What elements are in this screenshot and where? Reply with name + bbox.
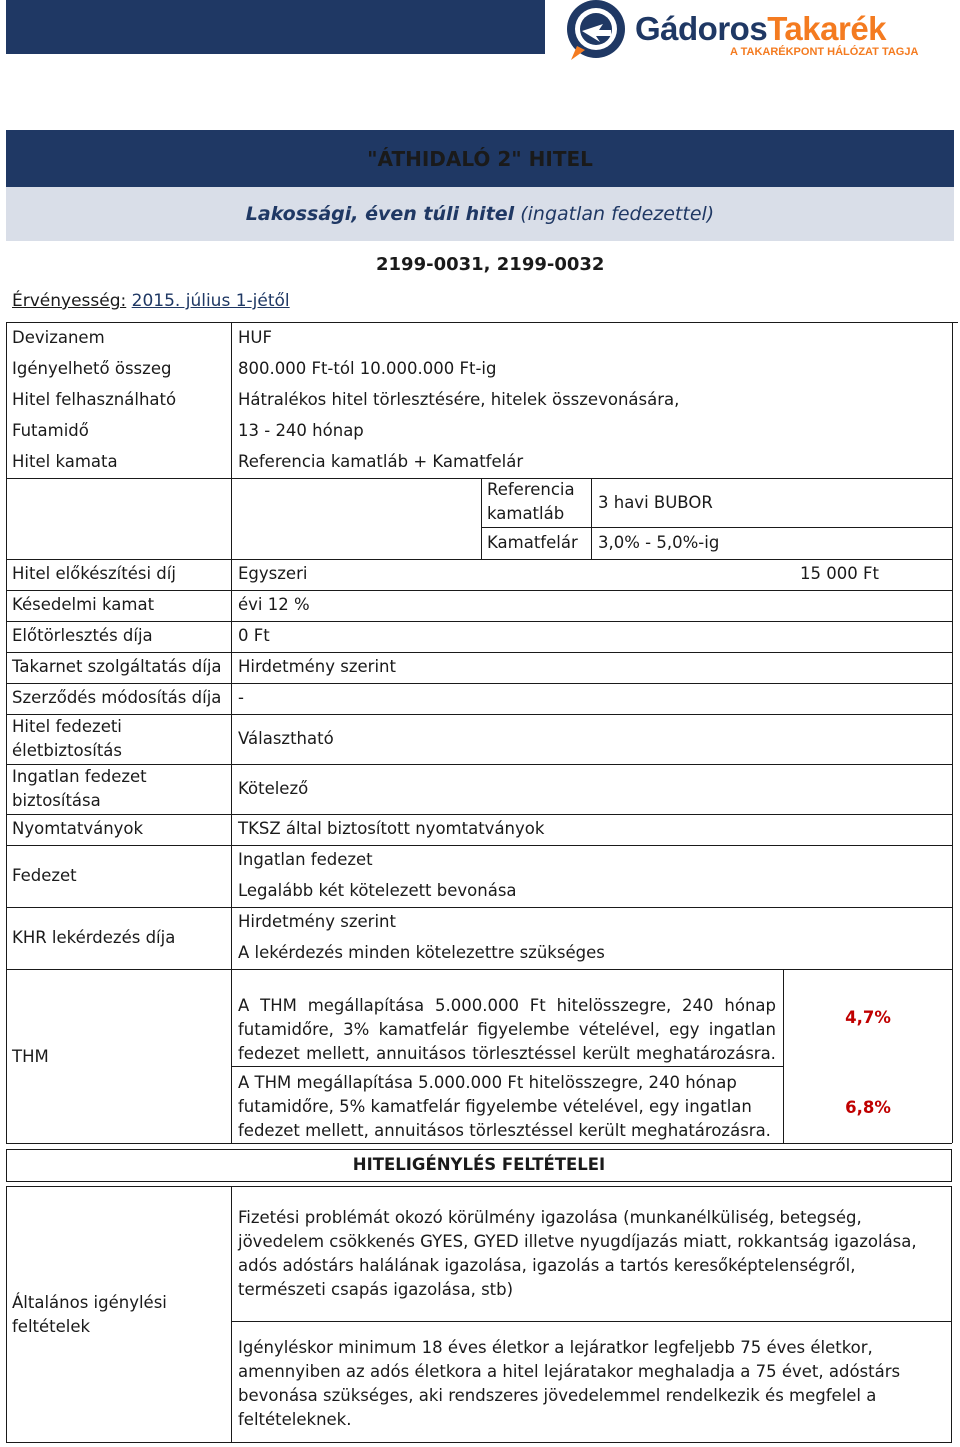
grid-line [952, 322, 953, 969]
elokeszites-value: Egyszeri [238, 564, 308, 583]
conditions-label: Általános igénylési feltételek [12, 1293, 167, 1336]
khr-value-line2: A lekérdezés minden kötelezettre szükséges [238, 943, 605, 962]
devizanem-value: HUF [238, 328, 272, 347]
grid-line [231, 1321, 952, 1322]
thm-text-2-line3: fedezet mellett, annuitásos törlesztéssel került meghatározásra. [238, 1121, 771, 1140]
referencia-value: 3 havi BUBOR [598, 493, 713, 512]
grid-line [591, 478, 592, 559]
grid-line [6, 621, 952, 622]
header-logo [545, 0, 960, 62]
subtitle [6, 200, 954, 228]
grid-line [481, 478, 482, 559]
eletbiztositas-label-line1: Hitel fedezeti [12, 717, 122, 736]
kesedelmi-value: évi 12 % [238, 595, 310, 614]
kamat-label: Hitel kamata [12, 452, 118, 471]
grid-line [481, 527, 952, 528]
khr-value-line1: Hirdetmény szerint [238, 912, 396, 931]
referencia-label-line2: kamatláb [487, 504, 565, 523]
grid-line [6, 969, 952, 970]
devizanem-label: Devizanem [12, 328, 105, 347]
fedezet-value-line1: Ingatlan fedezet [238, 850, 373, 869]
grid-line [231, 1186, 232, 1443]
logo-name-part1: Gádoros [635, 10, 768, 47]
osszeg-label: Igényelhető összeg [12, 359, 172, 378]
ingatlanbiztositas-label-line2: biztosítása [12, 791, 101, 810]
grid-line [6, 814, 952, 815]
subtitle-paren: (ingatlan fedezettel) [520, 203, 715, 225]
referencia-label-line1: Referencia [487, 480, 575, 499]
grid-line [6, 907, 952, 908]
grid-line [231, 1066, 783, 1067]
grid-line [6, 683, 952, 684]
conditions-heading: HITELIGÉNYLÉS FELTÉTELEI [352, 1155, 606, 1174]
khr-label: KHR lekérdezés díja [12, 928, 176, 947]
kamatfelar-label: Kamatfelár [487, 533, 578, 552]
elotorlesztes-value: 0 Ft [238, 626, 270, 645]
eletbiztositas-label-line2: életbiztosítás [12, 741, 122, 760]
ingatlanbiztositas-label-line1: Ingatlan fedezet [12, 767, 147, 786]
felhasznalhato-value: Hátralékos hitel törlesztésére, hitelek összevonására, [238, 390, 680, 409]
nyomtatvanyok-label: Nyomtatványok [12, 819, 144, 838]
futamido-value: 13 - 240 hónap [238, 421, 364, 440]
takarnet-value: Hirdetmény szerint [238, 657, 396, 676]
grid-line [6, 969, 7, 1143]
fedezet-value-line2: Legalább két kötelezett bevonása [238, 881, 517, 900]
eletbiztositas-value: Választható [238, 729, 334, 748]
grid-line [6, 764, 952, 765]
validity-line [12, 289, 290, 313]
logo-name-part2: Takarék [767, 10, 887, 47]
takarnet-label: Takarnet szolgáltatás díja [12, 657, 222, 676]
kamat-value: Referencia kamatláb + Kamatfelár [238, 452, 524, 471]
conditions-para-1: Fizetési problémát okozó körülmény igazolása (munkanélküliség, betegség, jövedelem csökkenés GYES, GYED illetve nyugdíjazás miatt, rokkantság igazolása, adós adóstárs halálának igazolása, igazolás a tartós keresőképtelenségről, természeti csapás igazolása, stb) [238, 1208, 917, 1299]
product-codes: 2199-0031, 2199-0032 [376, 254, 605, 275]
nyomtatvanyok-value: TKSZ által biztosított nyomtatványok [238, 819, 545, 838]
logo-emblem-icon [563, 0, 629, 62]
grid-line [231, 322, 232, 969]
validity-label: Érvényesség: [12, 291, 127, 311]
modositas-value: - [238, 688, 244, 707]
thm-text-2-line1: A THM megállapítása 5.000.000 Ft hitelösszegre, 240 hónap [238, 1073, 737, 1092]
ingatlanbiztositas-value: Kötelező [238, 779, 309, 798]
validity-value: 2015. július 1-jétől [131, 291, 290, 311]
grid-line [952, 969, 953, 1143]
page-title: "ÁTHIDALÓ 2" HITEL [367, 147, 593, 171]
elokeszites-label: Hitel előkészítési díj [12, 564, 176, 583]
thm-text-1: A THM megállapítása 5.000.000 Ft hitelösszegre, 240 hónap futamidőre, 3% kamatfelár figyelembe vételével, egy ingatlan fedezet mellett, annuitásos törlesztéssel került meghatározásra. [238, 996, 776, 1063]
thm-text-2-line2: futamidőre, 5% kamatfelár figyelembe vételével, egy ingatlan [238, 1097, 752, 1116]
grid-line [6, 559, 952, 560]
fedezet-label: Fedezet [12, 866, 77, 885]
grid-line [6, 652, 952, 653]
subtitle-main: Lakossági, éven túli hitel [245, 203, 515, 225]
futamido-label: Futamidő [12, 421, 89, 440]
kamatfelar-value: 3,0% - 5,0%-ig [598, 533, 720, 552]
conditions-para-2: Igényléskor minimum 18 éves életkor a lejáratkor legfeljebb 75 éves életkor, amennyiben az adós életkora a hitel lejáratakor meghaladja a 75 évet, adóstárs bevonása szükséges, aki rendszeres jövedelemmel rendelkezik és megfelel a feltételeknek. [238, 1338, 901, 1429]
logo-tagline: A TAKARÉKPONT HÁLÓZAT TAGJA [730, 46, 919, 58]
elokeszites-amount: 15 000 Ft [800, 564, 879, 583]
grid-line [6, 714, 952, 715]
grid-line [231, 969, 232, 1143]
elotorlesztes-label: Előtörlesztés díja [12, 626, 153, 645]
thm-value-1: 4,7% [845, 1008, 891, 1027]
grid-line [6, 1143, 952, 1144]
thm-value-2: 6,8% [845, 1098, 891, 1117]
grid-line [6, 322, 7, 969]
felhasznalhato-label: Hitel felhasználható [12, 390, 177, 409]
osszeg-value: 800.000 Ft-tól 10.000.000 Ft-ig [238, 359, 497, 378]
kesedelmi-label: Késedelmi kamat [12, 595, 155, 614]
modositas-label: Szerződés módosítás díja [12, 688, 222, 707]
thm-label: THM [12, 1047, 49, 1066]
grid-line [6, 845, 952, 846]
grid-line [6, 478, 952, 479]
grid-line [6, 590, 952, 591]
grid-line [6, 322, 958, 323]
